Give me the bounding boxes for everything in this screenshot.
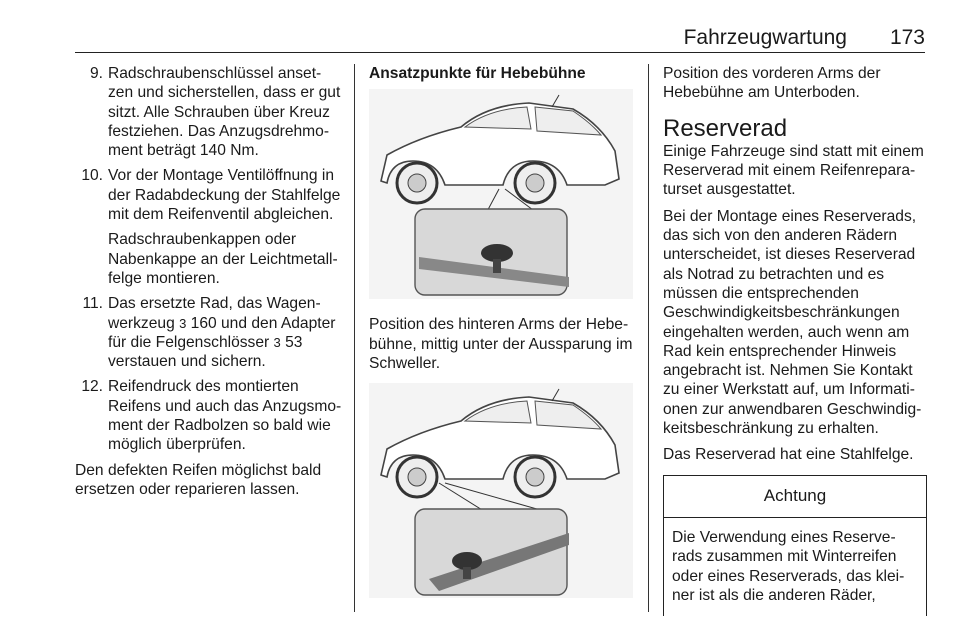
list-item: 9. Radschraubenschlüssel anset-zen und sicherstellen, dass er gut sitzt. Alle Schrauben über Kreuz festziehen. Das Anzugsdrehmo-ment beträgt 140 Nm. bbox=[89, 65, 341, 160]
car-lift-point-front-illustration bbox=[369, 383, 633, 598]
paragraph: Das Reserverad hat eine Stahlfelge. bbox=[663, 446, 914, 464]
page-reference-arrow-icon[interactable]: 3 bbox=[179, 315, 187, 331]
warning-text: Die Verwendung eines Reserve-rads zusammen mit Winterreifen oder eines Reserverads, das klei-ner ist als die anderen Räder, bbox=[672, 528, 905, 604]
car-lift-point-rear-illustration bbox=[369, 89, 633, 299]
column-middle bbox=[369, 64, 633, 598]
warning-title: Achtung bbox=[664, 476, 926, 518]
list-item: 10. Vor der Montage Ventilöffnung in der Radabdeckung der Stahlfelge mit dem Reifenventil abgleichen. bbox=[81, 167, 341, 224]
page-header bbox=[75, 26, 925, 53]
section-heading: Ansatzpunkte für Hebebühne bbox=[369, 65, 586, 82]
list-item: 11. Das ersetzte Rad, das Wagen-werkzeug 3 160 und den Adapter für die Felgenschlösser 3 53 verstauen und sichern. bbox=[82, 295, 336, 371]
page-number: 173 bbox=[889, 26, 925, 49]
column-right bbox=[663, 64, 927, 616]
column-divider-right bbox=[648, 64, 649, 612]
paragraph: Einige Fahrzeuge sind statt mit einem Reserverad mit einem Reifenrepara-turset ausgestattet. bbox=[663, 142, 924, 199]
list-item: 12. Reifendruck des montierten Reifens und auch das Anzugsmo-ment der Radbolzen so bald wie möglich überprüfen. bbox=[81, 378, 342, 454]
section-heading: Reserverad bbox=[663, 114, 788, 142]
warning-box bbox=[663, 475, 927, 616]
figure-caption: Position des vorderen Arms der Hebebühne am Unterboden. bbox=[663, 65, 881, 102]
page-reference-arrow-icon[interactable]: 3 bbox=[273, 334, 281, 350]
list-item-subtext: Radschraubenkappen oder Nabenkappe an der Leichtmetall-felge montieren. bbox=[108, 231, 338, 287]
column-left bbox=[75, 64, 343, 506]
page-title: Fahrzeugwartung bbox=[683, 26, 847, 49]
figure-caption: Position des hinteren Arms der Hebe-bühne, mittig unter der Aussparung im Schweller. bbox=[369, 316, 633, 372]
paragraph: Bei der Montage eines Reserverads, das sich von den anderen Rädern unterscheidet, ist dieses Reserverad als Notrad zu betrachten und es müssen die entsprechenden Geschwindigkeitsbeschränkungen eingehalten werden, auch wenn am Rad kein entsprechender Hinweis angebracht ist. Nehmen Sie Kontakt zu einer Werkstatt auf, um Informati-onen zur anwendbaren Geschwindig-keitsbeschränkung zu erhalten. bbox=[663, 207, 922, 438]
column-divider-left bbox=[354, 64, 355, 612]
closing-paragraph: Den defekten Reifen möglichst bald ersetzen oder reparieren lassen. bbox=[75, 461, 322, 498]
